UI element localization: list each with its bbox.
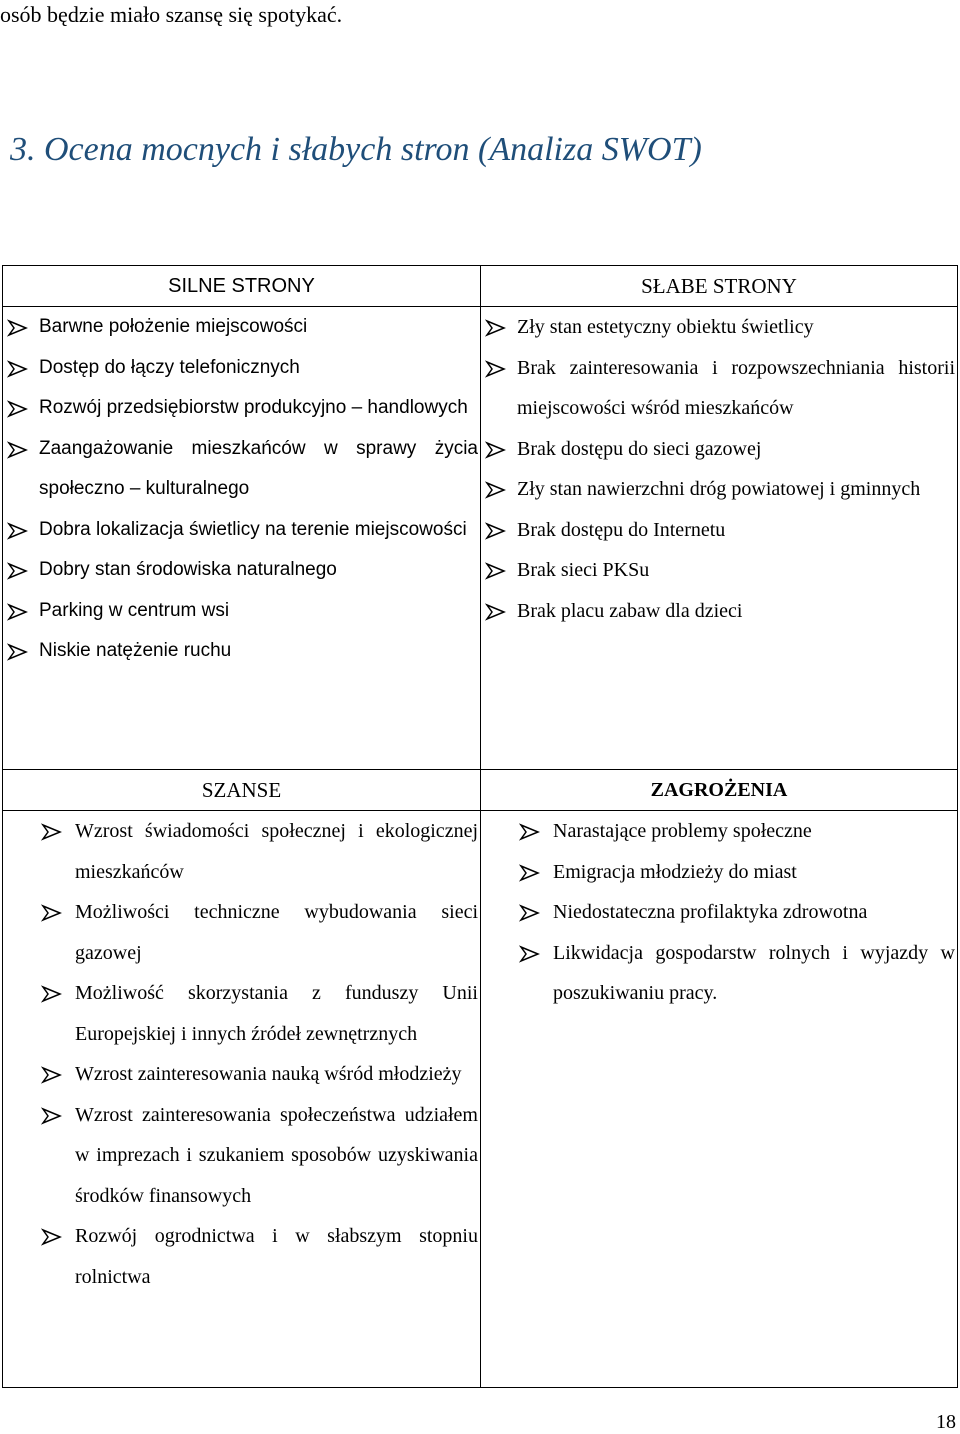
weaknesses-item-text: Brak placu zabaw dla dzieci (517, 599, 743, 622)
arrow-bullet-icon (485, 562, 507, 580)
strengths-item-text: Niskie natężenie ruchu (39, 640, 232, 661)
arrow-bullet-icon (485, 603, 507, 621)
arrow-bullet-icon (485, 441, 507, 459)
weaknesses-item (485, 429, 955, 470)
weaknesses-item-text: Zły stan nawierzchni dróg powiatowej i gminnych (517, 478, 921, 500)
swot-content-row-top (3, 307, 958, 770)
arrow-bullet-icon (41, 985, 63, 1003)
arrow-bullet-icon (41, 823, 63, 841)
weaknesses-cell (481, 307, 958, 770)
arrow-bullet-icon (485, 319, 507, 337)
arrow-bullet-icon (41, 1228, 63, 1246)
strengths-item (7, 307, 478, 348)
opportunities-item (7, 1095, 478, 1217)
weaknesses-item (485, 550, 955, 591)
opportunities-item (7, 892, 478, 973)
threats-item (485, 892, 955, 933)
page-number: 18 (936, 1411, 956, 1433)
opportunities-list (7, 811, 478, 1297)
section-heading: 3. Ocena mocnych i słabych stron (Analiza SWOT) (10, 131, 702, 168)
strengths-cell (3, 307, 481, 770)
arrow-bullet-icon (41, 904, 63, 922)
threats-header: ZAGROŻENIA (481, 770, 958, 811)
arrow-bullet-icon (519, 823, 541, 841)
weaknesses-item-text: Brak dostępu do Internetu (517, 518, 726, 541)
strengths-item-text: Rozwój przedsiębiorstw produkcyjno – handlowych (39, 397, 468, 418)
weaknesses-item-text: Brak dostępu do sieci gazowej (517, 437, 762, 460)
strengths-item-text: Dobry stan środowiska naturalnego (39, 559, 337, 580)
strengths-item-text: Dostęp do łączy telefonicznych (39, 356, 300, 378)
arrow-bullet-icon (485, 522, 507, 540)
weaknesses-item-text: Brak sieci PKSu (517, 559, 650, 581)
arrow-bullet-icon (7, 562, 29, 580)
weaknesses-item-text: Zły stan estetyczny obiektu świetlicy (517, 316, 814, 338)
strengths-item-text: Barwne położenie miejscowości (39, 316, 308, 337)
opportunities-item (7, 1054, 478, 1095)
strengths-item (7, 348, 478, 389)
strengths-item (7, 631, 478, 672)
threats-item (485, 852, 955, 893)
arrow-bullet-icon (7, 400, 29, 418)
arrow-bullet-icon (519, 904, 541, 922)
arrow-bullet-icon (485, 360, 507, 378)
weaknesses-item (485, 307, 955, 348)
arrow-bullet-icon (7, 522, 29, 540)
opportunities-header: SZANSE (3, 770, 481, 811)
strengths-item (7, 550, 478, 591)
strengths-item-text: Dobra lokalizacja świetlicy na terenie miejscowości (39, 518, 467, 540)
arrow-bullet-icon (519, 945, 541, 963)
strengths-header: SILNE STRONY (3, 266, 481, 307)
threats-item (485, 933, 955, 1014)
swot-table (2, 265, 958, 1388)
threats-item-text: Emigracja młodzieży do miast (553, 860, 797, 883)
weaknesses-header: SŁABE STRONY (481, 266, 958, 307)
arrow-bullet-icon (7, 643, 29, 661)
arrow-bullet-icon (41, 1107, 63, 1125)
strengths-item-text: Parking w centrum wsi (39, 599, 230, 621)
arrow-bullet-icon (485, 481, 507, 499)
opportunities-item-text: Wzrost świadomości społecznej i ekologicznej mieszkańców (75, 820, 478, 883)
threats-cell (481, 811, 958, 1388)
arrow-bullet-icon (7, 441, 29, 459)
threats-list (485, 811, 955, 1014)
threats-item (485, 811, 955, 852)
weaknesses-item-text: Brak zainteresowania i rozpowszechniania historii miejscowości wśród mieszkańców (517, 356, 955, 419)
weaknesses-list (485, 307, 955, 631)
opportunities-item (7, 1216, 478, 1297)
opportunities-cell (3, 811, 481, 1388)
opportunities-item-text: Rozwój ogrodnictwa i w słabszym stopniu rolnictwa (75, 1225, 478, 1288)
swot-header-row-top (3, 266, 958, 307)
strengths-item-text: Zaangażowanie mieszkańców w sprawy życia społeczno – kulturalnego (39, 437, 478, 499)
opportunities-item-text: Wzrost zainteresowania społeczeństwa udziałem w imprezach i szukaniem sposobów uzyskiwania środków finansowych (75, 1103, 478, 1207)
arrow-bullet-icon (41, 1066, 63, 1084)
weaknesses-item (485, 469, 955, 510)
strengths-item (7, 591, 478, 632)
opportunities-item-text: Możliwość skorzystania z funduszy Unii Europejskiej i innych źródeł zewnętrznych (75, 982, 478, 1045)
threats-item-text: Likwidacja gospodarstw rolnych i wyjazdy w poszukiwaniu pracy. (553, 941, 955, 1004)
opportunities-item-text: Możliwości techniczne wybudowania sieci gazowej (75, 901, 478, 964)
previous-page-text: osób będzie miało szansę się spotykać. (0, 2, 343, 27)
threats-item-text: Niedostateczna profilaktyka zdrowotna (553, 901, 868, 923)
swot-header-row-bottom (3, 770, 958, 811)
swot-content-row-bottom (3, 811, 958, 1388)
arrow-bullet-icon (519, 864, 541, 882)
opportunities-item-text: Wzrost zainteresowania nauką wśród młodzieży (75, 1063, 462, 1085)
weaknesses-item (485, 510, 955, 551)
weaknesses-item (485, 348, 955, 429)
weaknesses-item (485, 591, 955, 632)
strengths-item (7, 429, 478, 510)
threats-item-text: Narastające problemy społeczne (553, 820, 812, 842)
opportunities-item (7, 811, 478, 892)
strengths-list (7, 307, 478, 672)
strengths-item (7, 510, 478, 551)
arrow-bullet-icon (7, 603, 29, 621)
opportunities-item (7, 973, 478, 1054)
arrow-bullet-icon (7, 319, 29, 337)
strengths-item (7, 388, 478, 429)
arrow-bullet-icon (7, 360, 29, 378)
